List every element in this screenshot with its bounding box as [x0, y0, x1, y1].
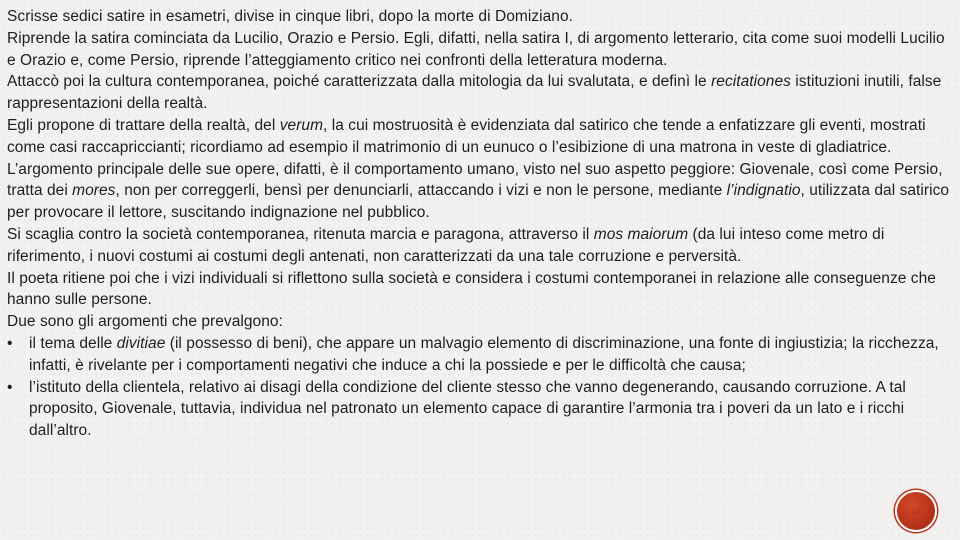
text-run: il tema delle	[29, 334, 117, 352]
text-run: istituzioni inutili, false rappresentazioni della realtà.	[7, 73, 942, 113]
text-run: L’argomento principale delle sue opere, difatti, è il comportamento umano, visto nel suo aspetto peggiore: Giovenale, così come Persio, tratta dei	[7, 160, 943, 200]
paragraph	[7, 268, 952, 312]
text-run: Scrisse sedici satire in esametri, divise in cinque libri, dopo la morte di Domiziano.	[7, 8, 573, 25]
text-run: , utilizzata dal satirico per provocare il lettore, suscitando indignazione nel pubblico.	[7, 182, 950, 222]
text-run: , non per correggerli, bensì per denunciarli, attaccando i vizi e non le persone, mediante	[115, 182, 727, 200]
text-run: Riprende la satira cominciata da Lucilio, Orazio e Persio. Egli, difatti, nella satira I, di argomento letterario, cita come suoi modelli Lucilio e Orazio e, come Persio, riprende l’atteggiamento critico nei confronti della letteratura moderna.	[7, 29, 945, 69]
page-number: 15	[910, 506, 921, 516]
italic-term: mores	[72, 182, 116, 200]
text-run: (il possesso di beni), che appare un malvagio elemento di discriminazione, una fonte di ingiustizia; la ricchezza, infatti, è rivelante per i comportamenti negativi che induce a chi la possiede e per le difficoltà che causa;	[29, 334, 939, 374]
text-run: Il poeta ritiene poi che i vizi individuali si riflettono sulla società e considera i costumi contemporanei in relazione alle conseguenze che hanno sulle persone.	[7, 269, 936, 309]
text-run: Egli propone di trattare della realtà, del	[7, 116, 280, 134]
bullet-marker: •	[7, 334, 13, 352]
bullet-item	[7, 333, 952, 377]
slide-body	[7, 6, 952, 442]
text-run: Due sono gli argomenti che prevalgono:	[7, 313, 283, 331]
text-run: , la cui mostruosità è evidenziata dal satirico che tende a enfatizzare gli eventi, mostrati come casi raccapriccianti; ricordiamo ad esempio il matrimonio di un eunuco o l’esibizione di una matrona in veste di gladiatrice.	[7, 116, 926, 156]
bullet-list	[7, 333, 952, 442]
italic-term: verum	[279, 116, 324, 134]
paragraph	[7, 224, 952, 268]
italic-term: l’indignatio	[726, 182, 801, 200]
bullet-item	[7, 377, 952, 442]
text-run: (da lui inteso come metro di riferimento, i nuovi costumi ai costumi degli antenati, non caratterizzati da una tale corruzione e perversità.	[7, 225, 885, 265]
text-run: l’istituto della clientela, relativo ai disagi della condizione del cliente stesso che vanno degenerando, causando corruzione. A tal proposito, Giovenale, tuttavia, individua nel patronato un elemento capace di garantire l’armonia tra i poveri da un lato e i ricchi dall’altro.	[29, 378, 906, 440]
text-run: Attaccò poi la cultura contemporanea, poiché caratterizzata dalla mitologia da lui svalutata, e definì le	[7, 73, 712, 91]
italic-term: divitiae	[116, 334, 166, 352]
italic-term: recitationes	[711, 73, 791, 91]
paragraph	[7, 28, 952, 72]
page-number-badge	[895, 490, 937, 532]
paragraph	[7, 71, 952, 115]
paragraph	[7, 115, 952, 159]
paragraph	[7, 6, 952, 28]
text-run: Si scaglia contro la società contemporanea, ritenuta marcia e paragona, attraverso il	[7, 225, 594, 243]
italic-term: mos maiorum	[593, 225, 689, 243]
paragraph-list	[7, 6, 952, 333]
paragraph	[7, 159, 952, 224]
bullet-marker: •	[7, 378, 13, 396]
paragraph	[7, 311, 952, 333]
